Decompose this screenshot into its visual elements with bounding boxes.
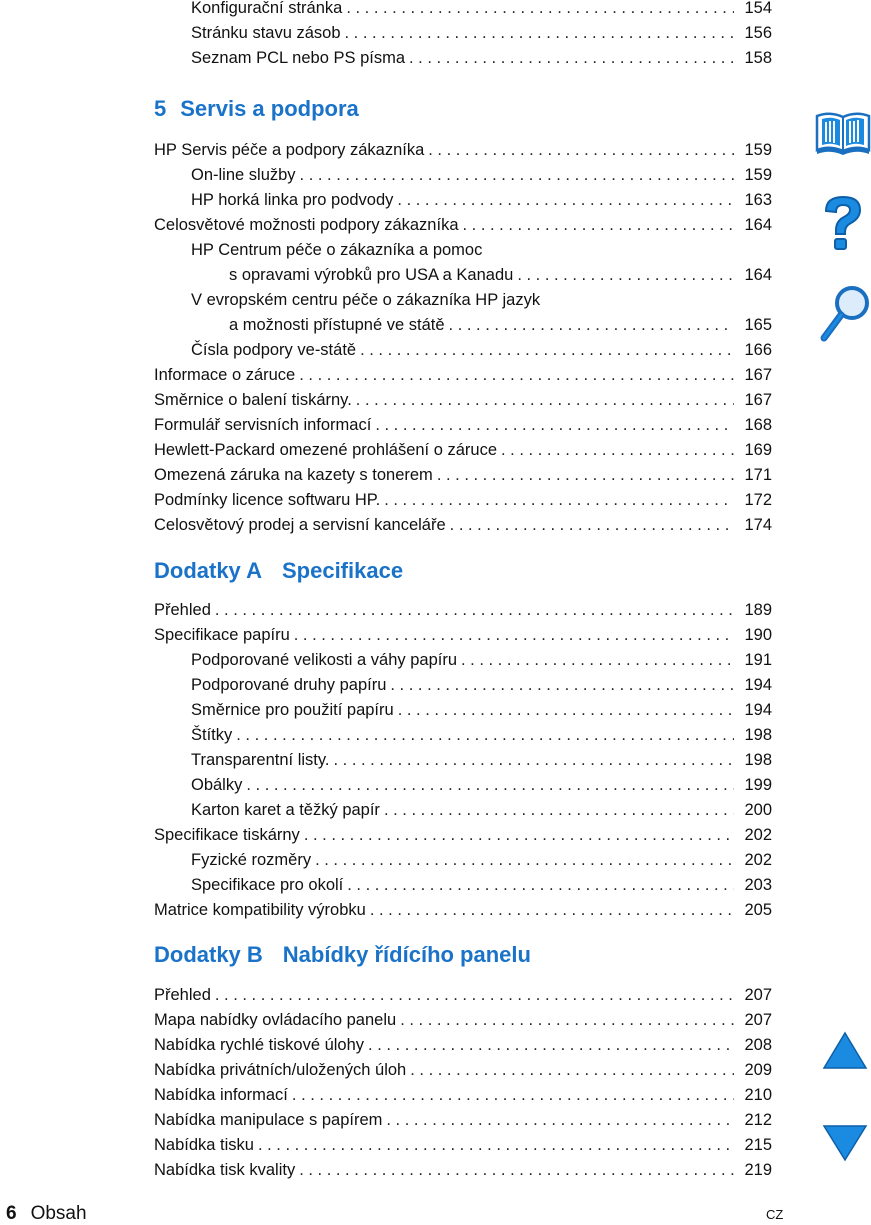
toc-entry-page: 156: [744, 24, 772, 42]
toc-entry-page: 169: [744, 441, 772, 459]
toc-dot-leader: [346, 0, 734, 19]
footer-language-code: CZ: [766, 1207, 784, 1222]
toc-entry[interactable]: [191, 0, 772, 19]
appendix-label: Dodatky A: [154, 558, 262, 583]
toc-entry-page: 209: [744, 1061, 772, 1079]
toc-entry-page: 167: [744, 391, 772, 409]
toc-entry-title: Omezená záruka na kazety s tonerem: [154, 466, 433, 484]
toc-entry[interactable]: [191, 649, 772, 671]
toc-entry-page: 207: [744, 986, 772, 1004]
toc-dot-leader: [390, 674, 734, 696]
appendix-title: Nabídky řídícího panelu: [282, 942, 531, 967]
toc-entry[interactable]: [154, 1059, 772, 1081]
toc-entry-title: Přehled: [154, 601, 211, 619]
toc-entry-title: Fyzické rozměry: [191, 851, 312, 869]
toc-entry[interactable]: [154, 599, 772, 621]
toc-entry[interactable]: [154, 1034, 772, 1056]
toc-dot-leader: [258, 1134, 734, 1156]
toc-entry-page: 199: [744, 776, 772, 794]
toc-dot-leader: [384, 489, 734, 511]
toc-dot-leader: [300, 164, 734, 186]
toc-entry[interactable]: [191, 239, 772, 261]
toc-dot-leader: [461, 649, 734, 671]
toc-entry-page: 194: [744, 701, 772, 719]
toc-dot-leader: [375, 414, 734, 436]
toc-entry-page: 208: [744, 1036, 772, 1054]
toc-entry[interactable]: [191, 164, 772, 186]
toc-entry[interactable]: [154, 489, 772, 511]
appendix-title: Specifikace: [281, 558, 404, 583]
toc-entry-title: Celosvětové možnosti podpory zákazníka: [154, 216, 459, 234]
toc-dot-leader: [463, 214, 735, 236]
toc-dot-leader: [410, 1059, 734, 1081]
toc-entry-page: 166: [744, 341, 772, 359]
toc-dot-leader: [409, 47, 734, 69]
toc-entry-title: On-line služby: [191, 166, 296, 184]
appendix-label: Dodatky B: [154, 942, 263, 967]
toc-entry-title: Karton karet a těžký papír: [191, 801, 380, 819]
toc-entry[interactable]: [191, 724, 772, 746]
toc-dot-leader: [215, 599, 734, 621]
previous-page-icon[interactable]: [822, 1031, 868, 1071]
toc-entry[interactable]: [154, 439, 772, 461]
toc-dot-leader: [386, 1109, 734, 1131]
toc-entry[interactable]: [154, 464, 772, 486]
toc-entry-page: 174: [744, 516, 772, 534]
toc-dot-leader: [368, 1034, 734, 1056]
toc-entry[interactable]: [154, 624, 772, 646]
help-icon[interactable]: [820, 194, 866, 252]
toc-entry-title: Obálky: [191, 776, 243, 794]
toc-entry-page: 205: [744, 901, 772, 919]
toc-entry-page: 202: [744, 851, 772, 869]
toc-entry[interactable]: [191, 674, 772, 696]
toc-entry-page: 167: [744, 366, 772, 384]
toc-entry-page: 164: [744, 216, 772, 234]
toc-dot-leader: [428, 139, 734, 161]
toc-entry[interactable]: [154, 389, 772, 411]
toc-entry-page: 189: [744, 601, 772, 619]
toc-dot-leader: [345, 22, 735, 44]
page-number: 6: [6, 1203, 17, 1224]
toc-entry-title: Konfigurační stránka: [191, 0, 343, 17]
toc-entry-title: Specifikace papíru: [154, 626, 290, 644]
book-icon[interactable]: [814, 108, 871, 156]
toc-entry[interactable]: [191, 774, 772, 796]
toc-entry[interactable]: [154, 984, 772, 1006]
toc-dot-leader: [299, 364, 734, 386]
toc-dot-leader: [397, 189, 734, 211]
toc-dot-leader: [449, 314, 734, 336]
toc-entry-page: 163: [744, 191, 772, 209]
toc-dot-leader: [215, 984, 734, 1006]
toc-entry[interactable]: [191, 339, 772, 361]
toc-entry-page: 194: [744, 676, 772, 694]
toc-entry[interactable]: [154, 1009, 772, 1031]
toc-entry-page: 191: [744, 651, 772, 669]
toc-entry[interactable]: [191, 799, 772, 821]
toc-entry-title: Čísla podpory ve-státě: [191, 341, 357, 359]
toc-entry-title: Nabídka tisk kvality: [154, 1161, 296, 1179]
toc-entry-title: Stránku stavu zásob: [191, 24, 341, 42]
toc-entry-title: V evropském centru péče o zákazníka HP jazyk: [191, 291, 541, 309]
toc-entry-title: Podporované druhy papíru: [191, 676, 387, 694]
toc-entry-page: 202: [744, 826, 772, 844]
appendix-b-heading[interactable]: [154, 941, 531, 969]
toc-dot-leader: [517, 264, 734, 286]
toc-entry-page: 158: [744, 49, 772, 67]
toc-entry-title: Směrnice pro použití papíru: [191, 701, 394, 719]
toc-entry[interactable]: [154, 824, 772, 846]
toc-entry[interactable]: [154, 1109, 772, 1131]
toc-entry-page: 154: [744, 0, 772, 17]
toc-entry-title: HP Servis péče a podpory zákazníka: [154, 141, 425, 159]
toc-entry-page: 212: [744, 1111, 772, 1129]
toc-dot-leader: [333, 749, 734, 771]
toc-entry-title: Nabídka informací: [154, 1086, 288, 1104]
toc-entry[interactable]: [154, 414, 772, 436]
toc-entry-title: Seznam PCL nebo PS písma: [191, 49, 406, 67]
toc-entry-page: 165: [744, 316, 772, 334]
toc-entry-page: 198: [744, 726, 772, 744]
toc-entry-title: Celosvětový prodej a servisní kanceláře: [154, 516, 446, 534]
toc-entry[interactable]: [229, 264, 772, 286]
toc-entry-title: Nabídka tisku: [154, 1136, 254, 1154]
appendix-a-heading[interactable]: [154, 557, 403, 585]
toc-entry[interactable]: [191, 849, 772, 871]
toc-dot-leader: [370, 899, 734, 921]
toc-entry-title: Hewlett-Packard omezené prohlášení o záruce: [154, 441, 498, 459]
toc-entry-title: Nabídka rychlé tiskové úlohy: [154, 1036, 365, 1054]
toc-entry[interactable]: [154, 514, 772, 536]
footer-section-name: Obsah: [30, 1203, 87, 1224]
toc-entry-page: 159: [744, 141, 772, 159]
toc-entry-title: s opravami výrobků pro USA a Kanadu: [229, 266, 514, 284]
toc-entry[interactable]: [191, 22, 772, 44]
toc-dot-leader: [299, 1159, 734, 1181]
next-page-icon[interactable]: [822, 1124, 868, 1162]
toc-entry-title: Formulář servisních informací: [154, 416, 372, 434]
toc-entry[interactable]: [154, 214, 772, 236]
toc-entry[interactable]: [154, 1084, 772, 1106]
toc-entry-title: Transparentní listy.: [191, 751, 330, 769]
toc-dot-leader: [246, 774, 734, 796]
chapter-heading-5[interactable]: [154, 95, 359, 123]
toc-entry-title: Specifikace pro okolí: [191, 876, 344, 894]
toc-dot-leader: [437, 464, 734, 486]
toc-entry-page: 171: [744, 466, 772, 484]
toc-entry-title: Matrice kompatibility výrobku: [154, 901, 366, 919]
toc-entry[interactable]: [191, 749, 772, 771]
toc-entry-title: Specifikace tiskárny: [154, 826, 300, 844]
toc-dot-leader: [347, 874, 734, 896]
toc-entry[interactable]: [154, 139, 772, 161]
toc-entry-page: 200: [744, 801, 772, 819]
toc-entry-title: Informace o záruce: [154, 366, 296, 384]
toc-entry[interactable]: [229, 314, 772, 336]
toc-entry-title: Podporované velikosti a váhy papíru: [191, 651, 457, 669]
toc-entry[interactable]: [191, 289, 772, 311]
toc-entry-title: HP horká linka pro podvody: [191, 191, 394, 209]
toc-entry-page: 219: [744, 1161, 772, 1179]
toc-entry-title: Směrnice o balení tiskárny.: [154, 391, 352, 409]
toc-entry[interactable]: [191, 189, 772, 211]
toc-dot-leader: [292, 1084, 734, 1106]
toc-entry-title: HP Centrum péče o zákazníka a pomoc: [191, 241, 483, 259]
toc-entry[interactable]: [191, 874, 772, 896]
toc-dot-leader: [450, 514, 734, 536]
toc-entry[interactable]: [191, 699, 772, 721]
search-icon[interactable]: [818, 284, 871, 344]
toc-entry[interactable]: [191, 47, 772, 69]
toc-dot-leader: [384, 799, 734, 821]
toc-entry-page: 190: [744, 626, 772, 644]
toc-entry-title: Nabídka manipulace s papírem: [154, 1111, 383, 1129]
toc-entry[interactable]: [154, 899, 772, 921]
toc-entry[interactable]: [154, 1159, 772, 1181]
toc-dot-leader: [315, 849, 734, 871]
toc-entry[interactable]: [154, 364, 772, 386]
toc-dot-leader: [398, 699, 734, 721]
toc-entry-title: Přehled: [154, 986, 211, 1004]
toc-dot-leader: [360, 339, 734, 361]
chapter-title: Servis a podpora: [180, 96, 359, 121]
toc-entry-title: Podmínky licence softwaru HP.: [154, 491, 381, 509]
toc-entry-page: 203: [744, 876, 772, 894]
toc-entry-page: 168: [744, 416, 772, 434]
toc-entry-page: 164: [744, 266, 772, 284]
toc-dot-leader: [236, 724, 734, 746]
toc-entry-title: Mapa nabídky ovládacího panelu: [154, 1011, 397, 1029]
toc-dot-leader: [294, 624, 734, 646]
toc-entry-page: 207: [744, 1011, 772, 1029]
toc-dot-leader: [501, 439, 734, 461]
toc-entry-title: Nabídka privátních/uložených úloh: [154, 1061, 407, 1079]
toc-entry[interactable]: [154, 1134, 772, 1156]
toc-dot-leader: [400, 1009, 734, 1031]
toc-entry-page: 210: [744, 1086, 772, 1104]
toc-entry-page: 215: [744, 1136, 772, 1154]
toc-dot-leader: [304, 824, 734, 846]
toc-entry-page: 172: [744, 491, 772, 509]
toc-entry-title: Štítky: [191, 726, 233, 744]
chapter-number: 5: [154, 96, 167, 121]
toc-entry-page: 198: [744, 751, 772, 769]
toc-entry-title: a možnosti přístupné ve státě: [229, 316, 445, 334]
toc-entry-page: 159: [744, 166, 772, 184]
toc-dot-leader: [356, 389, 734, 411]
